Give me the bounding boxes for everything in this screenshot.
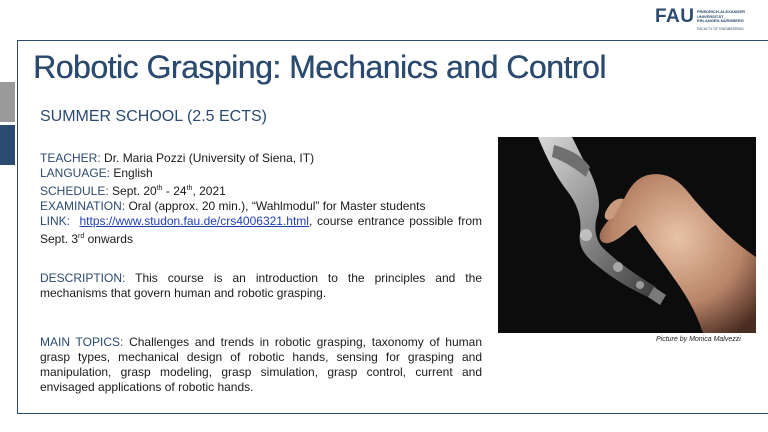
description-paragraph [40,271,482,301]
main-topics-text: Challenges and trends in robotic grasping, taxonomy of human grasp types, mechanical design of robotic hands, sensing for grasping and manipulation, grasp modeling, grasp simulation, grasp control, current and envisaged applications of robotic hands. [40,335,482,394]
teacher-label: TEACHER: [40,151,101,165]
photo-caption: Picture by Monica Malvezzi [656,336,741,343]
course-link[interactable]: https://www.studon.fau.de/crs4006321.html [79,214,309,228]
logo-tagline: FACULTY OF ENGINEERING [697,27,744,31]
teacher-value: Dr. Maria Pozzi (University of Siena, IT) [100,151,315,165]
language-line [40,166,482,181]
description-label: DESCRIPTION: [40,271,126,285]
examination-label: EXAMINATION: [40,199,126,213]
logo-university-name: FRIEDRICH-ALEXANDER UNIVERSITÄT ERLANGEN-NÜRNBERG [697,9,745,24]
main-topics-paragraph [40,335,482,395]
schedule-line: SCHEDULE: Sept. 20th - 24th, 2021 [40,184,226,198]
language-value: English [110,166,153,180]
logo-wordmark: FAU [655,6,695,27]
link-line: LINK: https://www.studon.fau.de/crs4006321.html, course entrance possible from Sept. 3rd onwards [40,214,482,246]
language-label: LANGUAGE: [40,166,111,180]
side-tab-blue [0,125,15,165]
photo-illustration [498,137,756,333]
description-text: This course is an introduction to the principles and the mechanisms that govern human and robotic grasping. [40,271,482,300]
course-info [40,151,482,247]
teacher-line [40,151,482,166]
side-tab-gray [0,82,15,122]
main-topics-label: MAIN TOPICS: [40,335,124,349]
examination-line [40,199,482,214]
schedule-label: SCHEDULE: [40,184,109,198]
slide-subtitle: SUMMER SCHOOL (2.5 ECTS) [40,108,267,125]
slide-title: Robotic Grasping: Mechanics and Control [33,49,606,85]
link-label: LINK: [40,214,71,228]
robotic-hand-photo [498,137,756,333]
examination-value: Oral (approx. 20 min.), “Wahlmodul” for Master students [125,199,426,213]
fau-logo [655,6,760,32]
